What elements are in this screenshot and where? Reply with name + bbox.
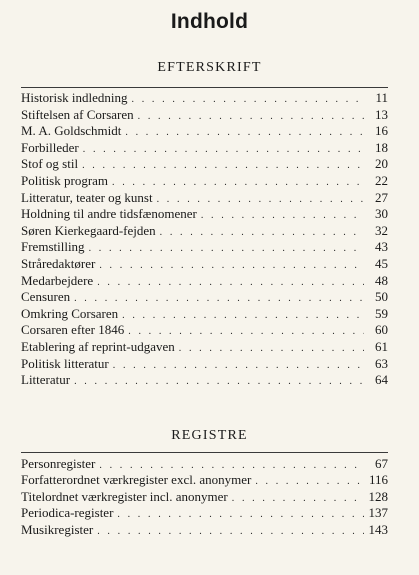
entry-title: Litteratur xyxy=(21,372,71,388)
toc-entry[interactable] xyxy=(21,472,388,488)
toc-list-registre xyxy=(21,456,388,538)
toc-entry[interactable] xyxy=(21,522,388,538)
entry-title: Titelordnet værkregister incl. anonymer xyxy=(21,488,228,504)
dot-leader xyxy=(255,474,364,490)
entry-page-number: 22 xyxy=(375,172,388,188)
entry-title: Etablering af reprint-udgaven xyxy=(21,338,175,354)
entry-title: Søren Kierkegaard-fejden xyxy=(21,222,156,238)
entry-title: Fremstilling xyxy=(21,239,85,255)
entry-title: Omkring Corsaren xyxy=(21,305,119,321)
dot-leader xyxy=(82,158,364,175)
toc-entry[interactable] xyxy=(21,489,388,505)
entry-title: Politisk litteratur xyxy=(21,355,109,371)
entry-page-number: 63 xyxy=(375,355,388,371)
toc-entry[interactable] xyxy=(21,140,388,157)
toc-entry[interactable] xyxy=(21,190,388,207)
toc-entry[interactable] xyxy=(21,322,388,339)
dot-leader xyxy=(132,92,364,109)
entry-page-number: 116 xyxy=(368,472,388,488)
entry-page-number: 143 xyxy=(368,521,388,537)
entry-title: Censuren xyxy=(21,289,71,305)
toc-entry[interactable] xyxy=(21,90,388,107)
entry-page-number: 137 xyxy=(368,505,388,521)
toc-entry[interactable] xyxy=(21,289,388,306)
section-heading-registre: REGISTRE xyxy=(171,428,248,443)
toc-entry[interactable] xyxy=(21,107,388,124)
entry-title: Stråredaktører xyxy=(21,255,96,271)
dot-leader xyxy=(179,341,364,358)
toc-entry[interactable] xyxy=(21,356,388,373)
toc-entry[interactable] xyxy=(21,339,388,356)
entry-title: M. A. Goldschmidt xyxy=(21,123,122,139)
toc-list-efterskrift xyxy=(21,90,388,389)
entry-title: Holdning til andre tidsfænomener xyxy=(21,206,197,222)
dot-leader xyxy=(232,491,364,507)
toc-entry[interactable] xyxy=(21,306,388,323)
dot-leader xyxy=(125,125,364,142)
dot-leader xyxy=(113,358,364,375)
entry-page-number: 20 xyxy=(375,156,388,172)
entry-page-number: 32 xyxy=(375,222,388,238)
entry-title: Corsaren efter 1846 xyxy=(21,322,125,338)
toc-entry[interactable] xyxy=(21,372,388,389)
toc-entry[interactable] xyxy=(21,256,388,273)
section-heading-efterskrift: EFTERSKRIFT xyxy=(157,60,262,75)
section-rule xyxy=(21,452,388,453)
dot-leader xyxy=(97,275,364,292)
dot-leader xyxy=(201,208,364,225)
entry-page-number: 45 xyxy=(375,255,388,271)
entry-page-number: 67 xyxy=(375,456,388,471)
entry-page-number: 50 xyxy=(375,289,388,305)
page-title: Indhold xyxy=(170,10,249,33)
toc-entry[interactable] xyxy=(21,123,388,140)
section-rule xyxy=(21,87,388,88)
entry-title: Musikregister xyxy=(21,521,94,537)
toc-entry[interactable] xyxy=(21,173,388,190)
entry-title: Stiftelsen af Corsaren xyxy=(21,106,134,122)
dot-leader xyxy=(89,241,364,258)
entry-page-number: 43 xyxy=(375,239,388,255)
toc-entry[interactable] xyxy=(21,505,388,521)
entry-page-number: 61 xyxy=(375,338,388,354)
entry-title: Forfatterordnet værkregister excl. anonymer xyxy=(21,472,252,488)
toc-entry[interactable] xyxy=(21,156,388,173)
entry-page-number: 48 xyxy=(375,272,388,288)
entry-title: Historisk indledning xyxy=(21,90,128,105)
toc-entry[interactable] xyxy=(21,239,388,256)
dot-leader xyxy=(83,142,364,159)
entry-title: Forbilleder xyxy=(21,139,79,155)
dot-leader xyxy=(117,507,364,523)
toc-entry[interactable] xyxy=(21,223,388,240)
toc-entry[interactable] xyxy=(21,456,388,472)
dot-leader xyxy=(122,308,364,325)
dot-leader xyxy=(160,225,364,242)
entry-title: Litteratur, teater og kunst xyxy=(21,189,153,205)
entry-title: Personregister xyxy=(21,456,96,471)
entry-title: Periodica-register xyxy=(21,505,114,521)
entry-page-number: 30 xyxy=(375,206,388,222)
entry-page-number: 128 xyxy=(368,488,388,504)
entry-page-number: 27 xyxy=(375,189,388,205)
toc-entry[interactable] xyxy=(21,206,388,223)
dot-leader xyxy=(99,258,364,275)
dot-leader xyxy=(74,374,364,391)
dot-leader xyxy=(138,109,364,126)
entry-page-number: 59 xyxy=(375,305,388,321)
entry-page-number: 16 xyxy=(375,123,388,139)
entry-title: Medarbejdere xyxy=(21,272,94,288)
entry-page-number: 11 xyxy=(375,90,388,105)
entry-page-number: 64 xyxy=(375,372,388,388)
entry-title: Stof og stil xyxy=(21,156,79,172)
toc-entry[interactable] xyxy=(21,273,388,290)
entry-page-number: 13 xyxy=(375,106,388,122)
dot-leader xyxy=(97,524,364,540)
entry-page-number: 60 xyxy=(375,322,388,338)
entry-title: Politisk program xyxy=(21,172,109,188)
entry-page-number: 18 xyxy=(375,139,388,155)
